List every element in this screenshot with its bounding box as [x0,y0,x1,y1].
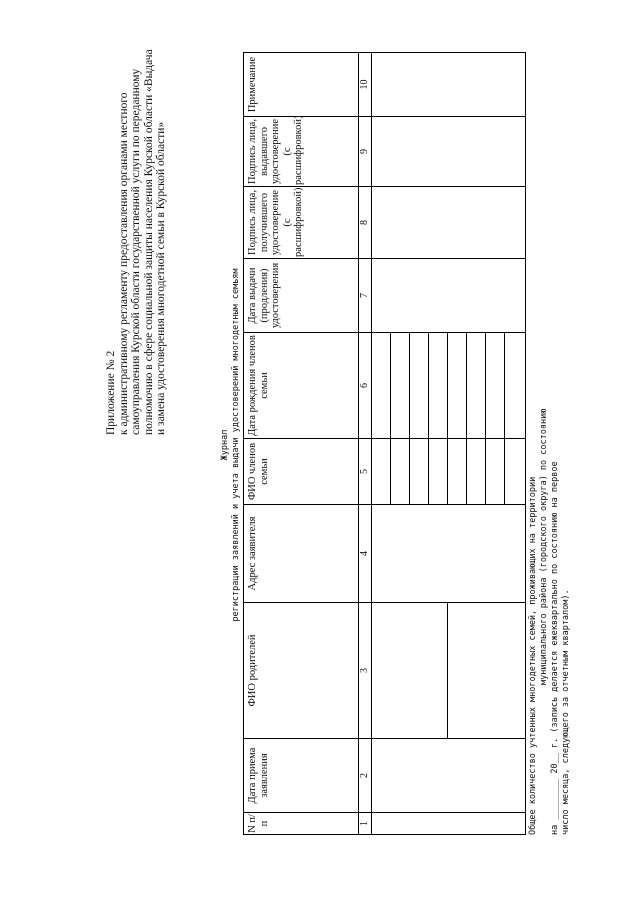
header-cell: ФИО членов семьи [244,439,359,505]
footer-line: муниципального района (городского округа) по состоянию [539,408,549,685]
footer-line: Общее количество учтенных многодетных семей, проживающих на территории [528,476,538,835]
footer-line: число месяца, следующего за отчетным кварталом). [561,589,571,835]
journal-heading [220,55,242,835]
column-number: 4 [359,505,372,603]
column-number: 3 [359,603,372,739]
empty-cell [371,505,525,603]
header-cell: Адрес заявителя [244,505,359,603]
appendix-text: к административному регламенту предоставления органами местного самоуправления Курской области государственной услуги по переданному полномочию в сфере социальной защиты населения Курской области «Выдача и замена удостоверения многодетной семьи в Курской области» [117,49,167,435]
empty-cell [371,53,525,117]
rotated-page [105,49,615,835]
member-divider [485,439,486,504]
footer-line: на ________ 20__ г. (запись делается ежеквартально по состоянию на первое [550,461,560,835]
header-cell: Подпись лица, выдавшего удостоверение (с расшифровкой) [244,117,359,187]
column-number-row [359,53,372,835]
members-cell [371,439,525,505]
column-number: 2 [359,739,372,813]
empty-cell [371,187,525,259]
member-divider [447,439,448,504]
member-divider [447,333,448,438]
journal-table [243,52,526,835]
column-number: 5 [359,439,372,505]
member-divider [428,439,429,504]
member-divider [390,333,391,438]
table-body-row [371,53,525,835]
column-number: 10 [359,53,372,117]
empty-cell [371,259,525,333]
header-cell: ФИО родителей [244,603,359,739]
column-number: 1 [359,813,372,835]
empty-cell [371,117,525,187]
member-divider [504,333,505,438]
header-cell: Подпись лица, получившего удостоверение (с расшифровкой) [244,187,359,259]
header-cell: Примечание [244,53,359,117]
header-cell: Дата приема заявления [244,739,359,813]
parents-cell [371,603,525,739]
member-divider [390,439,391,504]
empty-cell [371,739,525,813]
member-divider [428,333,429,438]
column-number: 8 [359,187,372,259]
journal-subtitle: регистрации заявлений и учета выдачи удостоверений многодетным семьям [231,268,241,622]
birthdates-cell [371,333,525,439]
header-cell: Дата выдачи (продления) удостоверения [244,259,359,333]
member-divider [409,333,410,438]
journal-title: Журнал [220,429,230,461]
appendix-number: Приложение № 2 [105,350,117,435]
column-number: 9 [359,117,372,187]
member-divider [466,439,467,504]
parent-divider [447,603,448,738]
appendix-block [105,45,168,435]
member-divider [504,439,505,504]
footer-note [528,55,572,835]
member-divider [409,439,410,504]
header-cell: N п/п [244,813,359,835]
column-number: 7 [359,259,372,333]
member-divider [485,333,486,438]
empty-cell [371,813,525,835]
header-cell: Дата рождения членов семьи [244,333,359,439]
member-divider [466,333,467,438]
header-row [244,53,359,835]
column-number: 6 [359,333,372,439]
